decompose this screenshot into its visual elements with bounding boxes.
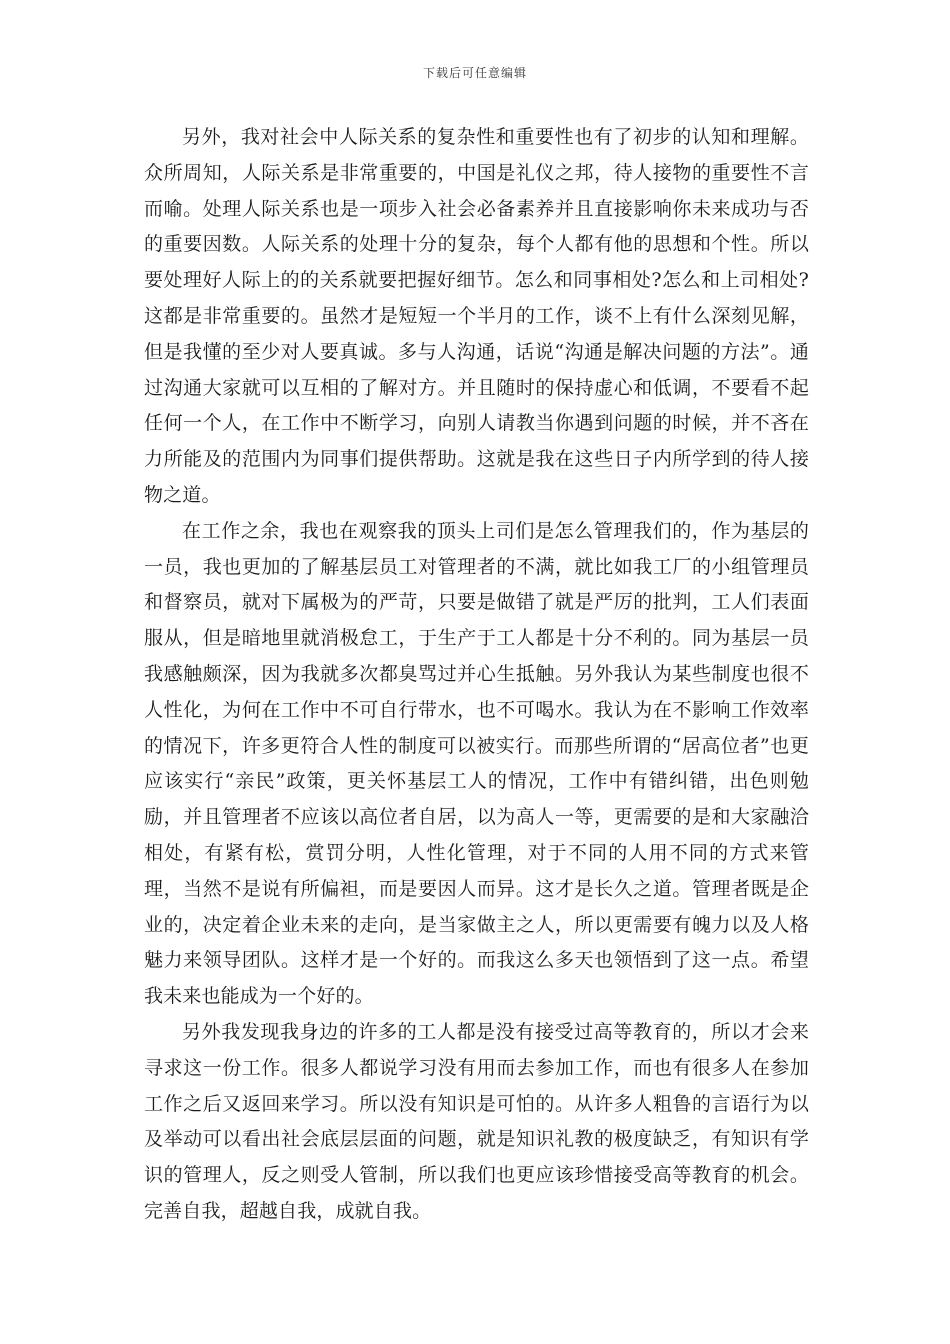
paragraph-education: 另外我发现我身边的许多的工人都是没有接受过高等教育的，所以才会来寻求这一份工作。很多人都说学习没有用而去参加工作，而也有很多人在参加工作之后又返回来学习。所以没有知识是可怕的。从许多人粗鲁的言语行为以及举动可以看出社会底层层面的问题，就是知识礼教的极度缺乏，有知识有学识的管理人，反之则受人管制，所以我们也更应该珍惜接受高等教育的机会。完善自我，超越自我，成就自我。 [144, 1020, 809, 1222]
page-header: 下载后可任意编辑 [422, 66, 527, 80]
document-body [144, 120, 809, 1230]
paragraph-management: 在工作之余，我也在观察我的顶头上司们是怎么管理我们的，作为基层的一员，我也更加的了解基层员工对管理者的不满，就比如我工厂的小组管理员和督察员，就对下属极为的严苛，只要是做错了就是严厉的批判，工人们表面服从，但是暗地里就消极怠工，于生产于工人都是十分不利的。同为基层一员我感触颇深，因为我就多次都臭骂过并心生抵触。另外我认为某些制度也很不人性化，为何在工作中不可自行带水，也不可喝水。我认为在不影响工作效率的情况下，许多更符合人性的制度可以被实行。而那些所谓的“居高位者”也更应该实行“亲民”政策，更关怀基层工人的情况，工作中有错纠错，出色则勉励，并且管理者不应该以高位者自居，以为高人一等，更需要的是和大家融洽相处，有紧有松，赏罚分明，人性化管理，对于不同的人用不同的方式来管理，当然不是说有所偏袒，而是要因人而异。这才是长久之道。管理者既是企业的，决定着企业未来的走向，是当家做主之人，所以更需要有魄力以及人格魅力来领导团队。这样才是一个好的。而我这么多天也领悟到了这一点。希望我未来也能成为一个好的。 [144, 519, 809, 1008]
paragraph-interpersonal-relations: 另外，我对社会中人际关系的复杂性和重要性也有了初步的认知和理解。众所周知，人际关系是非常重要的，中国是礼仪之邦，待人接物的重要性不言而喻。处理人际关系也是一项步入社会必备素养并且直接影响你未来成功与否的重要因数。人际关系的处理十分的复杂，每个人都有他的思想和个性。所以要处理好人际上的的关系就要把握好细节。怎么和同事相处?怎么和上司相处?这都是非常重要的。虽然才是短短一个半月的工作，谈不上有什么深刻见解，但是我懂的至少对人要真诚。多与人沟通，话说“沟通是解决问题的方法”。通过沟通大家就可以互相的了解对方。并且随时的保持虚心和低调，不要看不起任何一个人，在工作中不断学习，向别人请教当你遇到问题的时候，并不吝在力所能及的范围内为同事们提供帮助。这就是我在这些日子内所学到的待人接物之道。 [144, 126, 809, 506]
